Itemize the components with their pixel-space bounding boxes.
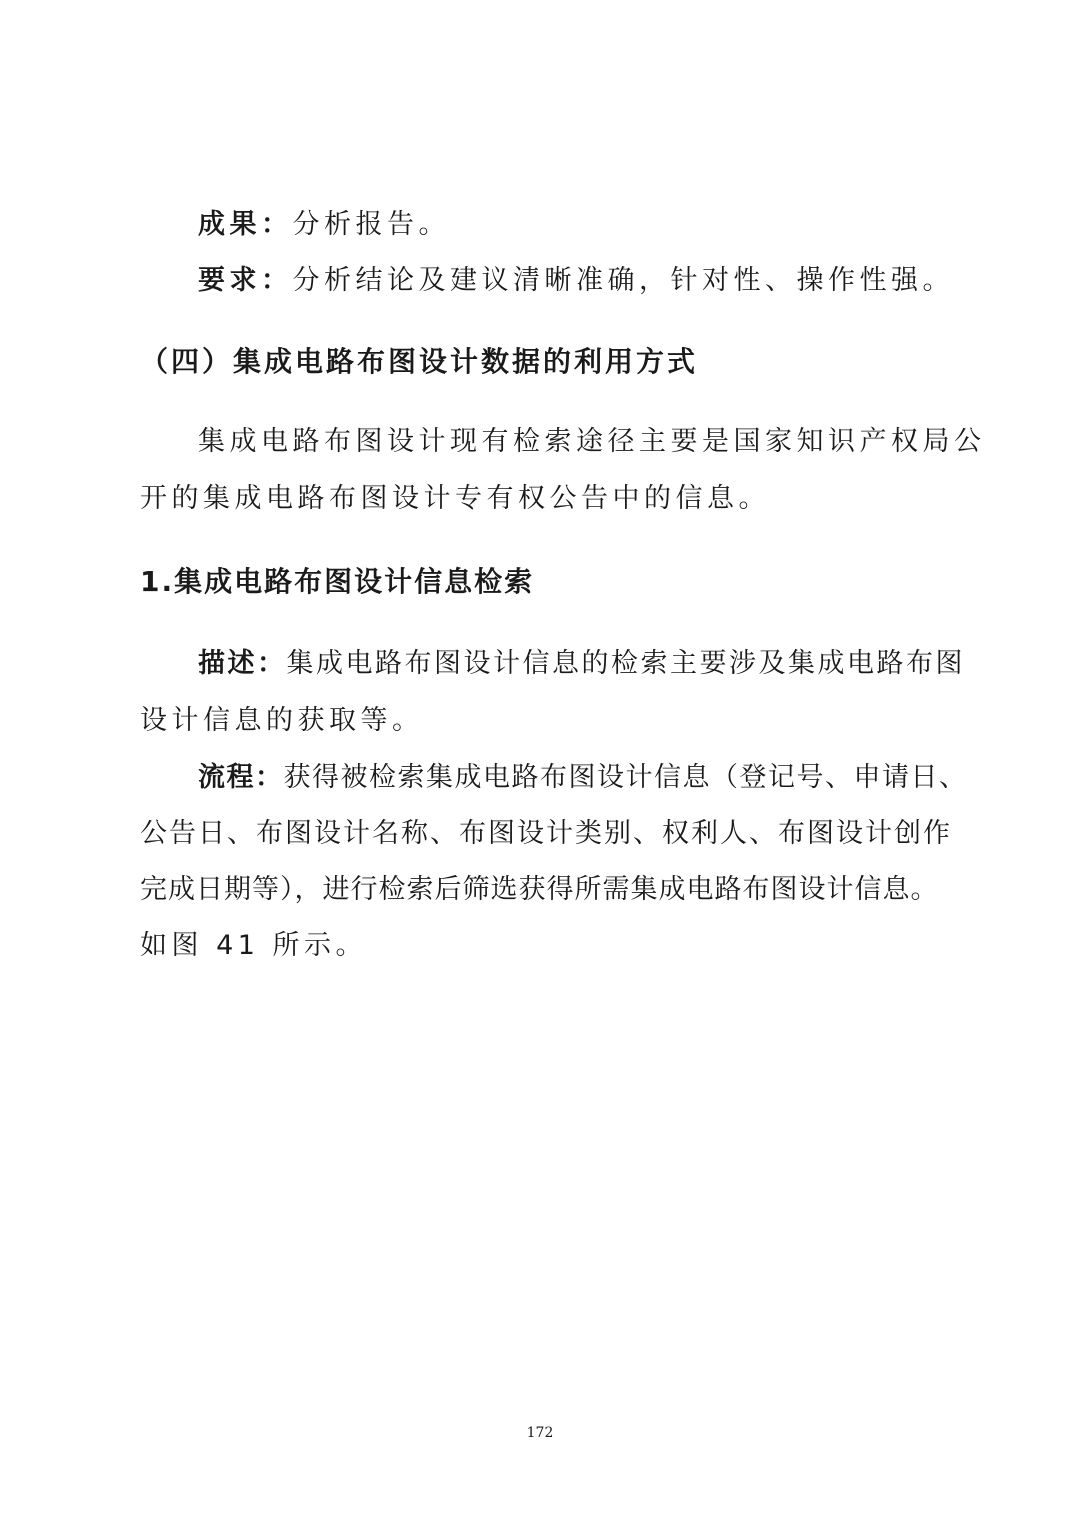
subsection-heading: 1.集成电路布图设计信息检索 — [140, 565, 535, 598]
requirement-line — [198, 261, 954, 301]
description-text-1: 集成电路布图设计信息的检索主要涉及集成电路布图 — [286, 648, 965, 679]
process-line-1 — [198, 758, 968, 798]
process-line-4: 如图 41 所示。 — [140, 930, 368, 961]
description-line-1 — [198, 644, 965, 684]
process-text-1: 获得被检索集成电路布图设计信息（登记号、申请日、 — [283, 762, 968, 793]
process-line-3: 完成日期等），进行检索后筛选获得所需集成电路布图设计信息。 — [140, 874, 939, 905]
result-text: 分析报告。 — [292, 209, 450, 240]
result-label: 成果： — [198, 209, 293, 240]
intro-line-1: 集成电路布图设计现有检索途径主要是国家知识产权局公 — [198, 426, 986, 457]
intro-line-2: 开的集成电路布图设计专有权公告中的信息。 — [140, 483, 770, 514]
requirement-label: 要求： — [198, 265, 293, 296]
description-line-2: 设计信息的获取等。 — [140, 705, 424, 736]
requirement-text: 分析结论及建议清晰准确，针对性、操作性强。 — [292, 265, 954, 296]
process-label: 流程： — [198, 762, 284, 793]
result-line — [198, 205, 950, 245]
process-line-2: 公告日、布图设计名称、布图设计类别、权利人、布图设计创作 — [140, 818, 952, 849]
section-heading: （四）集成电路布图设计数据的利用方式 — [140, 345, 699, 378]
page-number: 172 — [526, 1425, 554, 1441]
description-label: 描述： — [198, 648, 287, 679]
